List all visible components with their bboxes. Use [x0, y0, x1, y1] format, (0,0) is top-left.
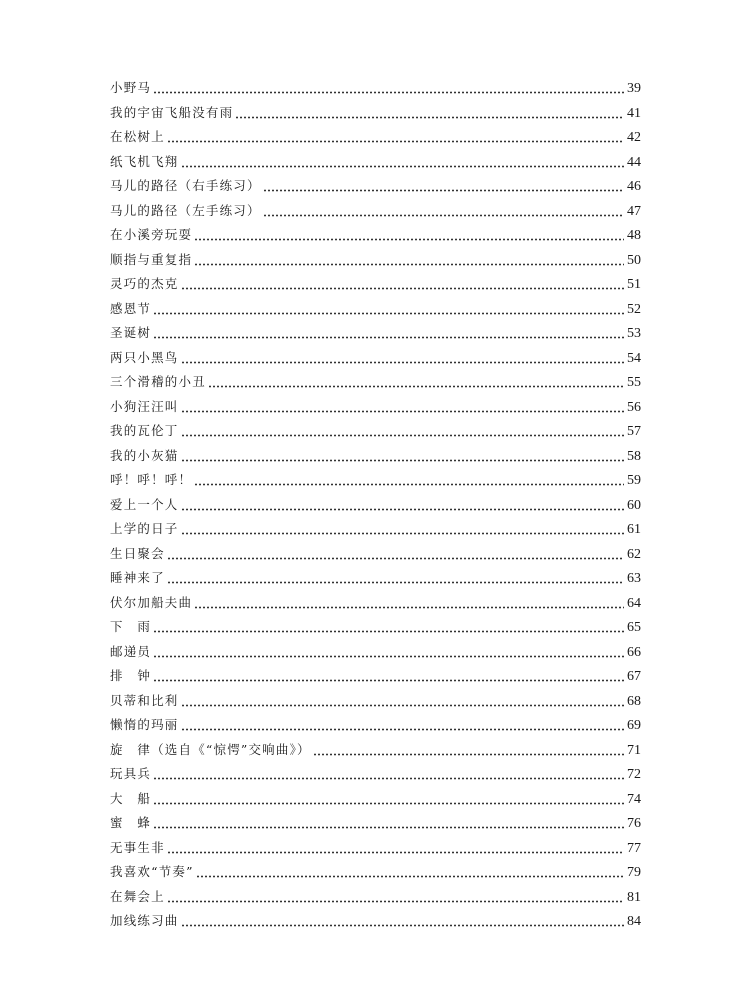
toc-entry-page-number: 74	[627, 791, 641, 807]
toc-entry-page-number: 46	[627, 179, 641, 194]
dot-leader	[153, 795, 624, 807]
toc-entry-title: 在小溪旁玩耍	[110, 227, 193, 242]
toc-entry-title: 在舞会上	[110, 888, 165, 904]
toc-entry[interactable]	[110, 642, 641, 667]
toc-entry[interactable]	[110, 519, 641, 544]
toc-entry[interactable]	[110, 127, 641, 152]
toc-entry[interactable]	[110, 740, 641, 765]
dot-leader	[181, 501, 624, 513]
toc-entry-page-number: 62	[627, 546, 641, 562]
toc-entry-page-number: 84	[627, 914, 641, 929]
toc-entry[interactable]	[110, 813, 641, 838]
dot-leader	[153, 672, 624, 684]
toc-entry-page-number: 68	[627, 693, 641, 709]
toc-entry[interactable]	[110, 544, 641, 569]
dot-leader	[167, 550, 624, 562]
dot-leader	[153, 305, 624, 317]
dot-leader	[153, 770, 624, 782]
toc-entry[interactable]	[110, 103, 641, 128]
toc-entry-title: 旋 律（选自《“惊愕”交响曲》）	[110, 741, 311, 757]
dot-leader	[153, 648, 624, 660]
toc-entry-title: 玩具兵	[110, 766, 152, 781]
toc-entry[interactable]	[110, 176, 641, 201]
toc-entry-page-number: 60	[627, 497, 641, 513]
toc-entry-page-number: 65	[627, 620, 641, 635]
dot-leader	[313, 746, 624, 758]
toc-entry-page-number: 63	[627, 571, 641, 586]
dot-leader	[167, 844, 624, 856]
toc-entry-title: 马儿的路径（左手练习）	[110, 202, 261, 218]
toc-entry[interactable]	[110, 274, 641, 299]
toc-entry-title: 贝蒂和比利	[110, 692, 179, 708]
toc-entry[interactable]	[110, 372, 641, 397]
toc-entry-page-number: 64	[627, 595, 641, 611]
toc-entry-page-number: 58	[627, 448, 641, 464]
toc-entry[interactable]	[110, 299, 641, 324]
dot-leader	[263, 207, 624, 219]
toc-entry-title: 懒惰的玛丽	[110, 717, 179, 732]
dot-leader	[181, 403, 624, 415]
toc-entry[interactable]	[110, 397, 641, 422]
toc-entry-title: 小狗汪汪叫	[110, 398, 179, 414]
toc-entry-title: 感恩节	[110, 300, 152, 316]
toc-entry[interactable]	[110, 862, 641, 887]
dot-leader	[153, 623, 624, 635]
toc-entry-page-number: 48	[627, 228, 641, 243]
toc-entry-page-number: 61	[627, 522, 641, 537]
toc-entry-title: 我的瓦伦丁	[110, 423, 179, 438]
toc-entry-title: 两只小黑鸟	[110, 349, 179, 365]
toc-entry[interactable]	[110, 323, 641, 348]
toc-entry-title: 圣诞树	[110, 325, 152, 340]
toc-entry-title: 邮递员	[110, 643, 152, 659]
dot-leader	[194, 599, 624, 611]
toc-entry[interactable]	[110, 421, 641, 446]
toc-entry-title: 小野马	[110, 80, 152, 95]
toc-entry-page-number: 71	[627, 742, 641, 758]
toc-entry-title: 我喜欢“节奏”	[110, 864, 194, 879]
toc-entry-title: 睡神来了	[110, 570, 165, 585]
toc-entry-page-number: 50	[627, 252, 641, 268]
toc-entry-title: 我的小灰猫	[110, 447, 179, 463]
toc-entry[interactable]	[110, 593, 641, 618]
toc-entry-page-number: 79	[627, 865, 641, 880]
toc-entry-page-number: 72	[627, 767, 641, 782]
toc-entry-page-number: 66	[627, 644, 641, 660]
toc-entry-title: 马儿的路径（右手练习）	[110, 178, 261, 193]
toc-entry[interactable]	[110, 225, 641, 250]
toc-entry-title: 无事生非	[110, 839, 165, 855]
dot-leader	[196, 868, 624, 880]
toc-entry[interactable]	[110, 201, 641, 226]
dot-leader	[181, 452, 624, 464]
dot-leader	[181, 280, 624, 292]
toc-entry-title: 在松树上	[110, 129, 165, 144]
toc-entry[interactable]	[110, 691, 641, 716]
dot-leader	[194, 476, 624, 488]
toc-entry-page-number: 54	[627, 350, 641, 366]
toc-entry[interactable]	[110, 789, 641, 814]
toc-entry-title: 上学的日子	[110, 521, 179, 536]
dot-leader	[181, 158, 624, 170]
toc-entry-title: 加线练习曲	[110, 913, 179, 928]
toc-entry-page-number: 76	[627, 816, 641, 831]
toc-entry-title: 下 雨	[110, 619, 152, 634]
toc-entry-title: 蜜 蜂	[110, 815, 152, 830]
toc-entry[interactable]	[110, 838, 641, 863]
toc-entry[interactable]	[110, 764, 641, 789]
toc-entry-title: 排 钟	[110, 668, 152, 683]
toc-entry[interactable]	[110, 617, 641, 642]
toc-entry[interactable]	[110, 250, 641, 275]
dot-leader	[167, 574, 624, 586]
toc-entry-page-number: 67	[627, 669, 641, 684]
toc-entry-page-number: 44	[627, 154, 641, 170]
dot-leader	[181, 354, 624, 366]
toc-entry-title: 顺指与重复指	[110, 251, 193, 267]
toc-entry-title: 我的宇宙飞船没有雨	[110, 104, 234, 120]
toc-entry-page-number: 41	[627, 105, 641, 121]
toc-entry[interactable]	[110, 78, 641, 103]
toc-entry-page-number: 77	[627, 840, 641, 856]
toc-entry-page-number: 81	[627, 889, 641, 905]
toc-entry-title: 爱上一个人	[110, 496, 179, 512]
toc-entry[interactable]	[110, 911, 641, 936]
toc-entry[interactable]	[110, 568, 641, 593]
toc-entry-page-number: 42	[627, 130, 641, 145]
toc-entry-page-number: 55	[627, 375, 641, 390]
toc-entry-title: 纸飞机飞翔	[110, 153, 179, 169]
dot-leader	[167, 893, 624, 905]
toc-entry[interactable]	[110, 152, 641, 177]
toc-entry-page-number: 59	[627, 473, 641, 488]
toc-entry-title: 灵巧的杰克	[110, 276, 179, 291]
toc-entry-title: 大 船	[110, 790, 152, 806]
dot-leader	[153, 329, 624, 341]
dot-leader	[153, 84, 624, 96]
toc-entry[interactable]	[110, 446, 641, 471]
toc-entry-page-number: 69	[627, 718, 641, 733]
toc-entry[interactable]	[110, 470, 641, 495]
toc-entry-title: 伏尔加船夫曲	[110, 594, 193, 610]
dot-leader	[153, 819, 624, 831]
dot-leader	[167, 133, 624, 145]
toc-entry-title: 生日聚会	[110, 545, 165, 561]
toc-entry-title: 呼！呼！呼！	[110, 472, 193, 487]
table-of-contents	[110, 78, 641, 936]
dot-leader	[181, 697, 624, 709]
dot-leader	[263, 182, 624, 194]
dot-leader	[181, 721, 624, 733]
toc-entry[interactable]	[110, 715, 641, 740]
toc-entry[interactable]	[110, 887, 641, 912]
dot-leader	[235, 109, 624, 121]
toc-entry-page-number: 56	[627, 399, 641, 415]
toc-entry-page-number: 53	[627, 326, 641, 341]
toc-entry[interactable]	[110, 666, 641, 691]
toc-entry[interactable]	[110, 348, 641, 373]
toc-entry-title: 三个滑稽的小丑	[110, 374, 206, 389]
dot-leader	[181, 525, 624, 537]
toc-entry-page-number: 47	[627, 203, 641, 219]
dot-leader	[194, 256, 624, 268]
toc-entry[interactable]	[110, 495, 641, 520]
dot-leader	[181, 917, 624, 929]
dot-leader	[194, 231, 624, 243]
toc-entry-page-number: 57	[627, 424, 641, 439]
dot-leader	[208, 378, 624, 390]
toc-entry-page-number: 39	[627, 81, 641, 96]
toc-entry-page-number: 51	[627, 277, 641, 292]
dot-leader	[181, 427, 624, 439]
toc-entry-page-number: 52	[627, 301, 641, 317]
